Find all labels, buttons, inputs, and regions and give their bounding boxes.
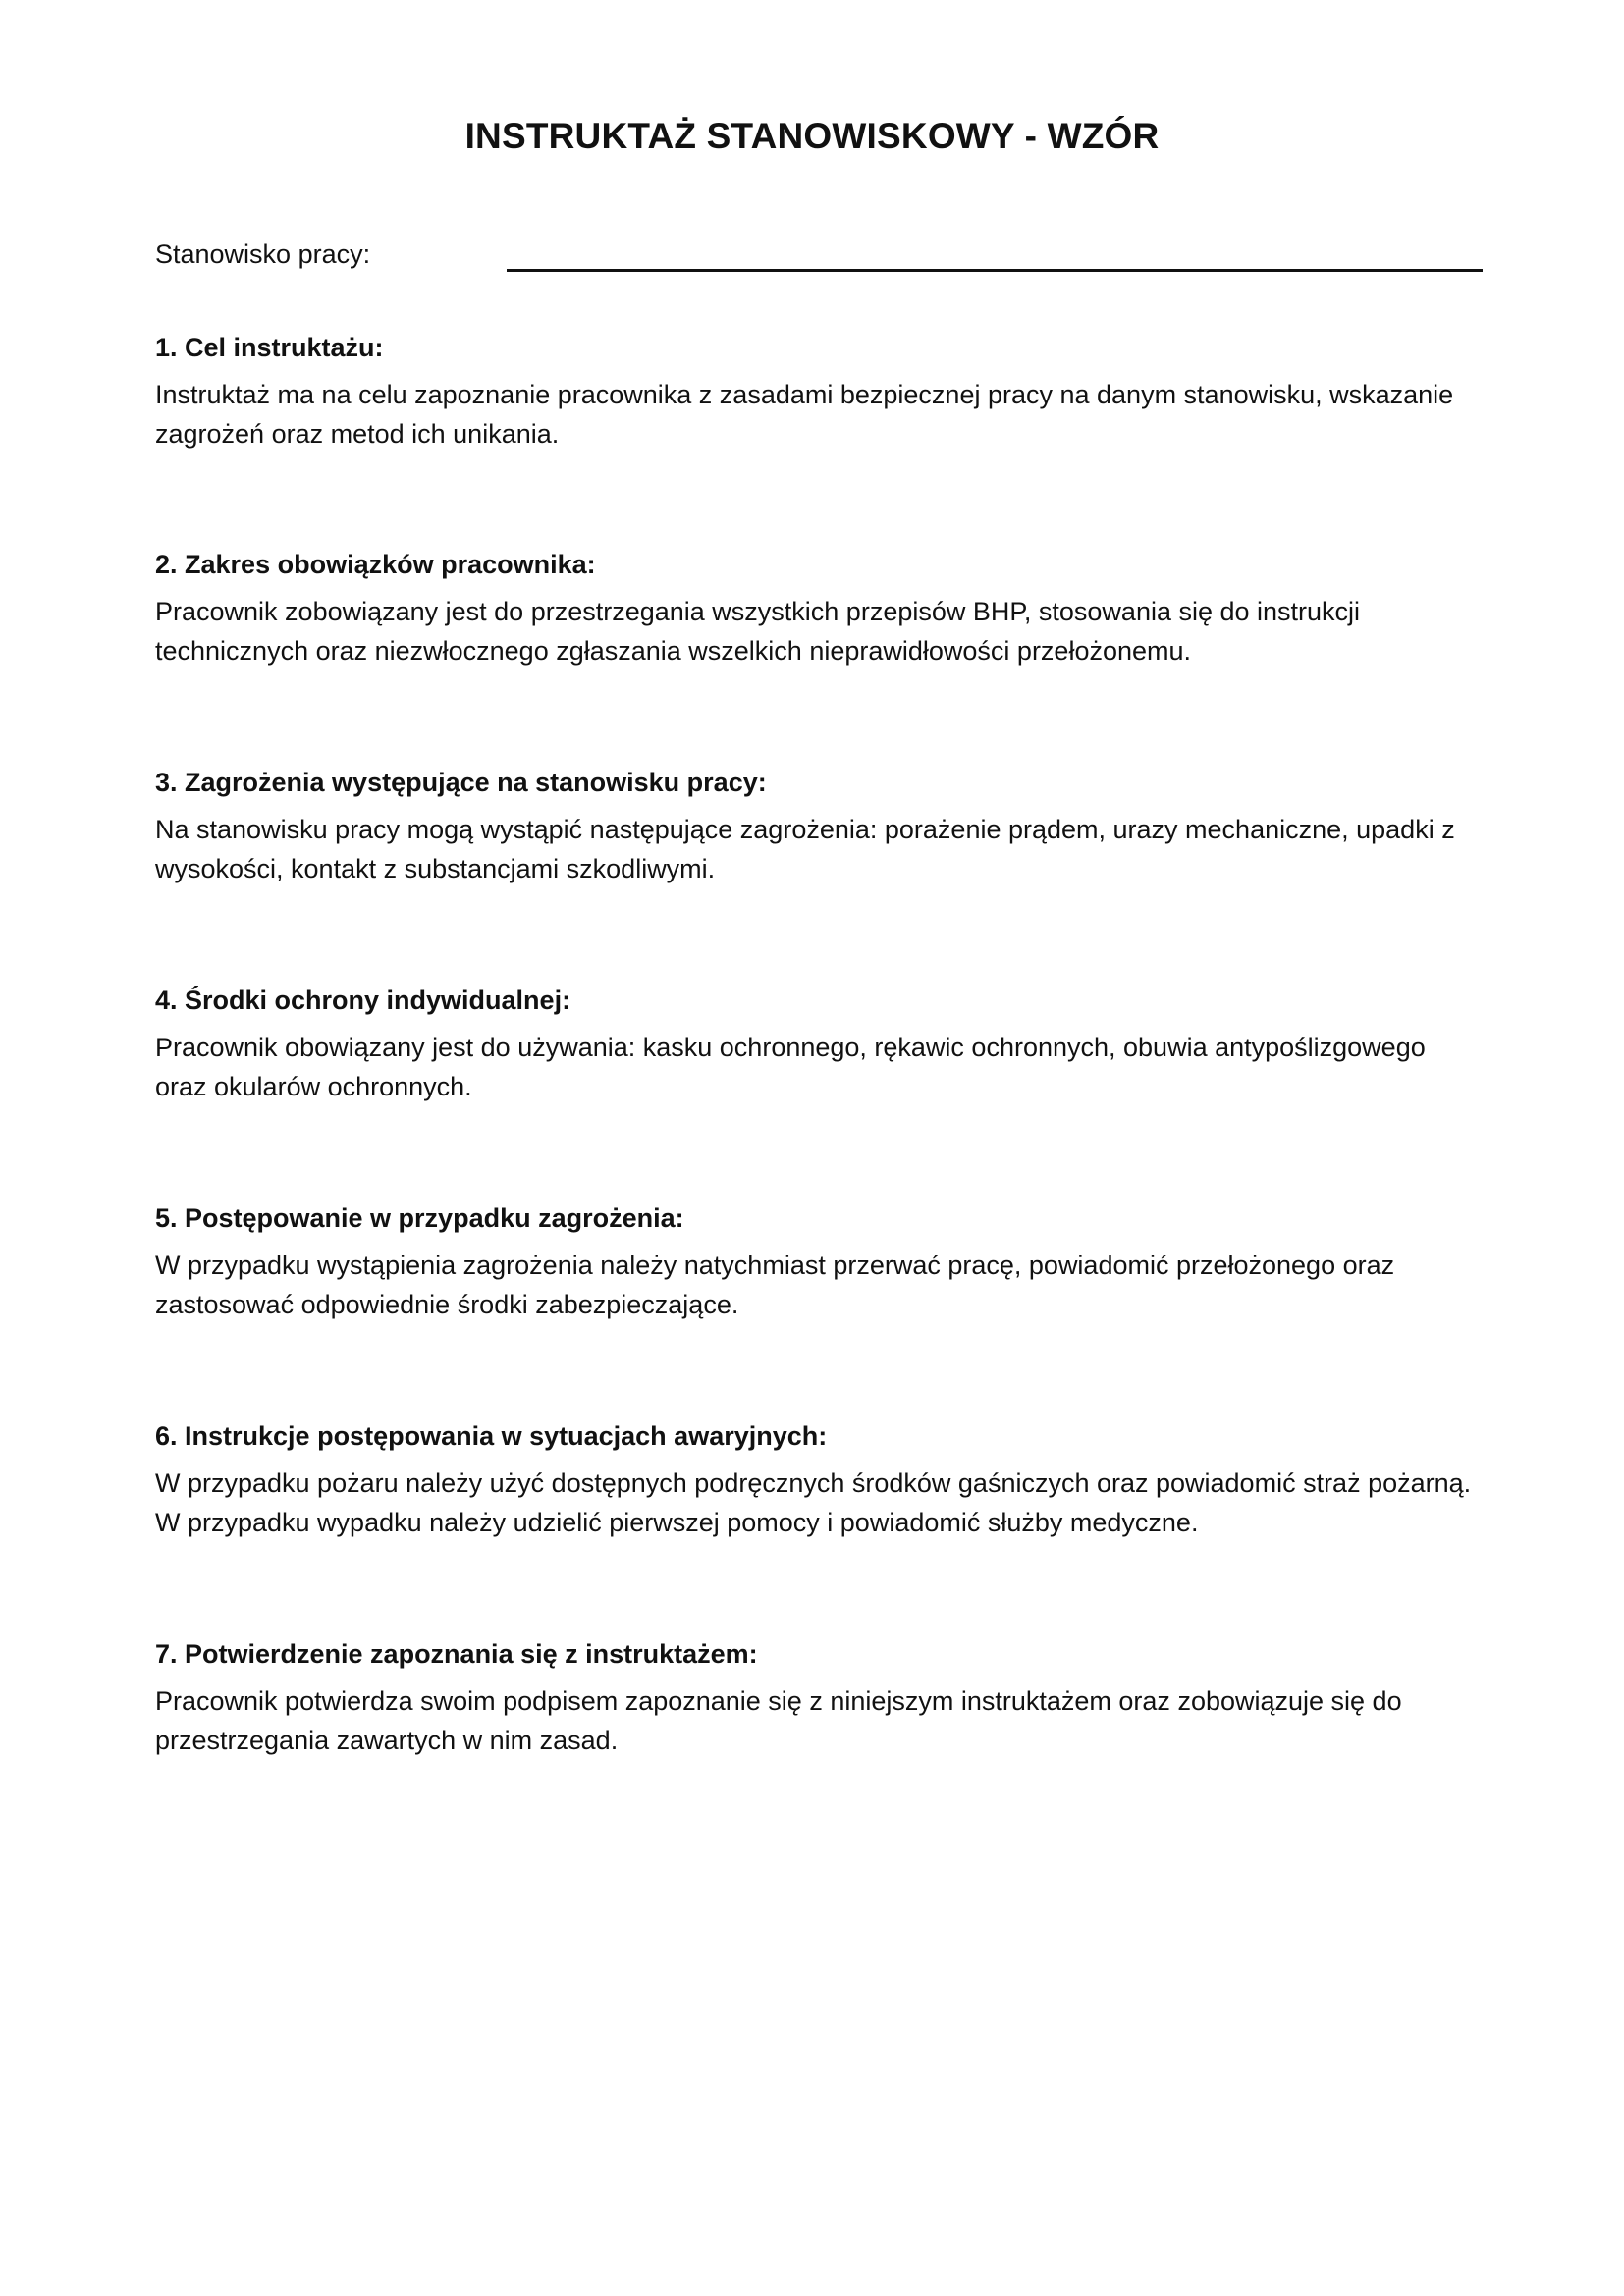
section-body: Na stanowisku pracy mogą wystąpić następujące zagrożenia: porażenie prądem, urazy mechaniczne, upadki z wysokości, kontakt z substancjami szkodliwymi.: [155, 815, 1455, 883]
section-body: W przypadku wystąpienia zagrożenia należy natychmiast przerwać pracę, powiadomić przełożonego oraz zastosować odpowiednie środki zabezpieczające.: [155, 1251, 1395, 1319]
workstation-field-line[interactable]: [507, 269, 1483, 272]
document-title: INSTRUKTAŻ STANOWISKOWY - WZÓR: [464, 116, 1160, 156]
section-heading: 3. Zagrożenia występujące na stanowisku pracy:: [155, 768, 767, 797]
section-3: [155, 763, 1483, 888]
section-4: [155, 981, 1483, 1106]
section-body: Instruktaż ma na celu zapoznanie pracownika z zasadami bezpiecznej pracy na danym stanowisku, wskazanie zagrożeń oraz metod ich unikania.: [155, 380, 1454, 449]
section-heading: 2. Zakres obowiązków pracownika:: [155, 550, 596, 579]
workstation-field-label: Stanowisko pracy:: [155, 240, 371, 269]
section-7: [155, 1634, 1483, 1760]
section-heading: 5. Postępowanie w przypadku zagrożenia:: [155, 1203, 684, 1233]
section-1: [155, 328, 1483, 454]
section-heading: 6. Instrukcje postępowania w sytuacjach awaryjnych:: [155, 1421, 828, 1451]
workstation-field: [155, 234, 1483, 277]
section-body: W przypadku pożaru należy użyć dostępnych podręcznych środków gaśniczych oraz powiadomić straż pożarną. W przypadku wypadku należy udzielić pierwszej pomocy i powiadomić służby medyczne.: [155, 1468, 1472, 1537]
section-heading: 1. Cel instruktażu:: [155, 333, 384, 362]
section-body: Pracownik zobowiązany jest do przestrzegania wszystkich przepisów BHP, stosowania się do instrukcji technicznych oraz niezwłocznego zgłaszania wszelkich nieprawidłowości przełożonemu.: [155, 597, 1361, 666]
section-5: [155, 1199, 1483, 1324]
section-6: [155, 1416, 1483, 1542]
section-body: Pracownik obowiązany jest do używania: kasku ochronnego, rękawic ochronnych, obuwia antypoślizgowego oraz okularów ochronnych.: [155, 1033, 1426, 1101]
section-body: Pracownik potwierdza swoim podpisem zapoznanie się z niniejszym instruktażem oraz zobowiązuje się do przestrzegania zawartych w nim zasad.: [155, 1686, 1402, 1755]
section-2: [155, 545, 1483, 670]
section-heading: 4. Środki ochrony indywidualnej:: [155, 986, 571, 1015]
section-heading: 7. Potwierdzenie zapoznania się z instruktażem:: [155, 1639, 758, 1669]
